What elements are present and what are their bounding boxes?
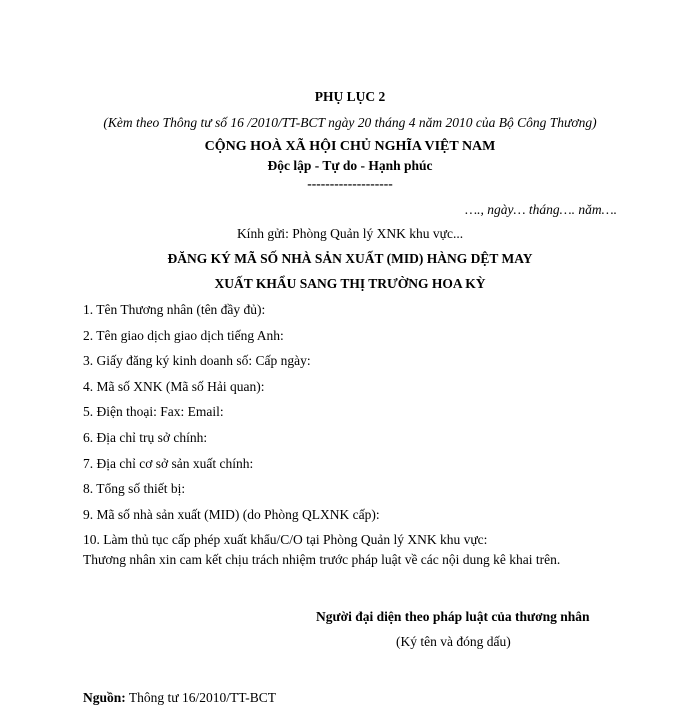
form-item-factory-address: 7. Địa chỉ cơ sở sản xuất chính: bbox=[83, 455, 254, 471]
form-item-mid-code: 9. Mã số nhà sản xuất (MID) (do Phòng QLXNK cấp): bbox=[83, 506, 380, 522]
appendix-title: PHỤ LỤC 2 bbox=[314, 89, 386, 104]
signature-note: (Ký tên và đóng dấu) bbox=[396, 634, 511, 649]
form-item-contact: 5. Điện thoại: Fax: Email: bbox=[83, 404, 224, 420]
date-line: …., ngày… tháng…. năm…. bbox=[465, 202, 617, 217]
form-title-line-2: XUẤT KHẨU SANG THỊ TRƯỜNG HOA KỲ bbox=[214, 276, 486, 291]
separator-line: ------------------- bbox=[307, 176, 393, 191]
nation-heading: CỘNG HOÀ XÃ HỘI CHỦ NGHĨA VIỆT NAM bbox=[204, 139, 496, 154]
form-item-customs-code: 4. Mã số XNK (Mã số Hải quan): bbox=[83, 378, 265, 394]
form-item-head-office: 6. Địa chỉ trụ sở chính: bbox=[83, 429, 208, 445]
form-item-equipment: 8. Tổng số thiết bị: bbox=[83, 481, 186, 497]
form-items-list bbox=[83, 301, 487, 557]
source-line bbox=[83, 690, 276, 706]
recipient-line: Kính gửi: Phòng Quản lý XNK khu vực... bbox=[236, 226, 464, 241]
form-item-company-name: 1. Tên Thương nhân (tên đầy đủ): bbox=[83, 302, 266, 317]
form-item-english-name: 2. Tên giao dịch giao dịch tiếng Anh: bbox=[83, 327, 284, 343]
appendix-subtitle: (Kèm theo Thông tư số 16 /2010/TT-BCT ngày 20 tháng 4 năm 2010 của Bộ Công Thương) bbox=[103, 115, 597, 130]
form-title-line-1: ĐĂNG KÝ MÃ SỐ NHÀ SẢN XUẤT (MID) HÀNG DỆT MAY bbox=[167, 251, 533, 266]
signature-title: Người đại diện theo pháp luật của thương nhân bbox=[316, 609, 590, 624]
form-item-business-license: 3. Giấy đăng ký kinh doanh số: Cấp ngày: bbox=[83, 353, 311, 369]
source-label: Nguồn: bbox=[83, 690, 126, 705]
commitment-statement: Thương nhân xin cam kết chịu trách nhiệm trước pháp luật về các nội dung kê khai trên. bbox=[83, 552, 561, 567]
motto: Độc lập - Tự do - Hạnh phúc bbox=[267, 158, 433, 173]
source-text: Thông tư 16/2010/TT-BCT bbox=[128, 690, 276, 705]
form-item-export-office: 10. Làm thủ tục cấp phép xuất khẩu/C/O tại Phòng Quản lý XNK khu vực: bbox=[83, 532, 488, 548]
